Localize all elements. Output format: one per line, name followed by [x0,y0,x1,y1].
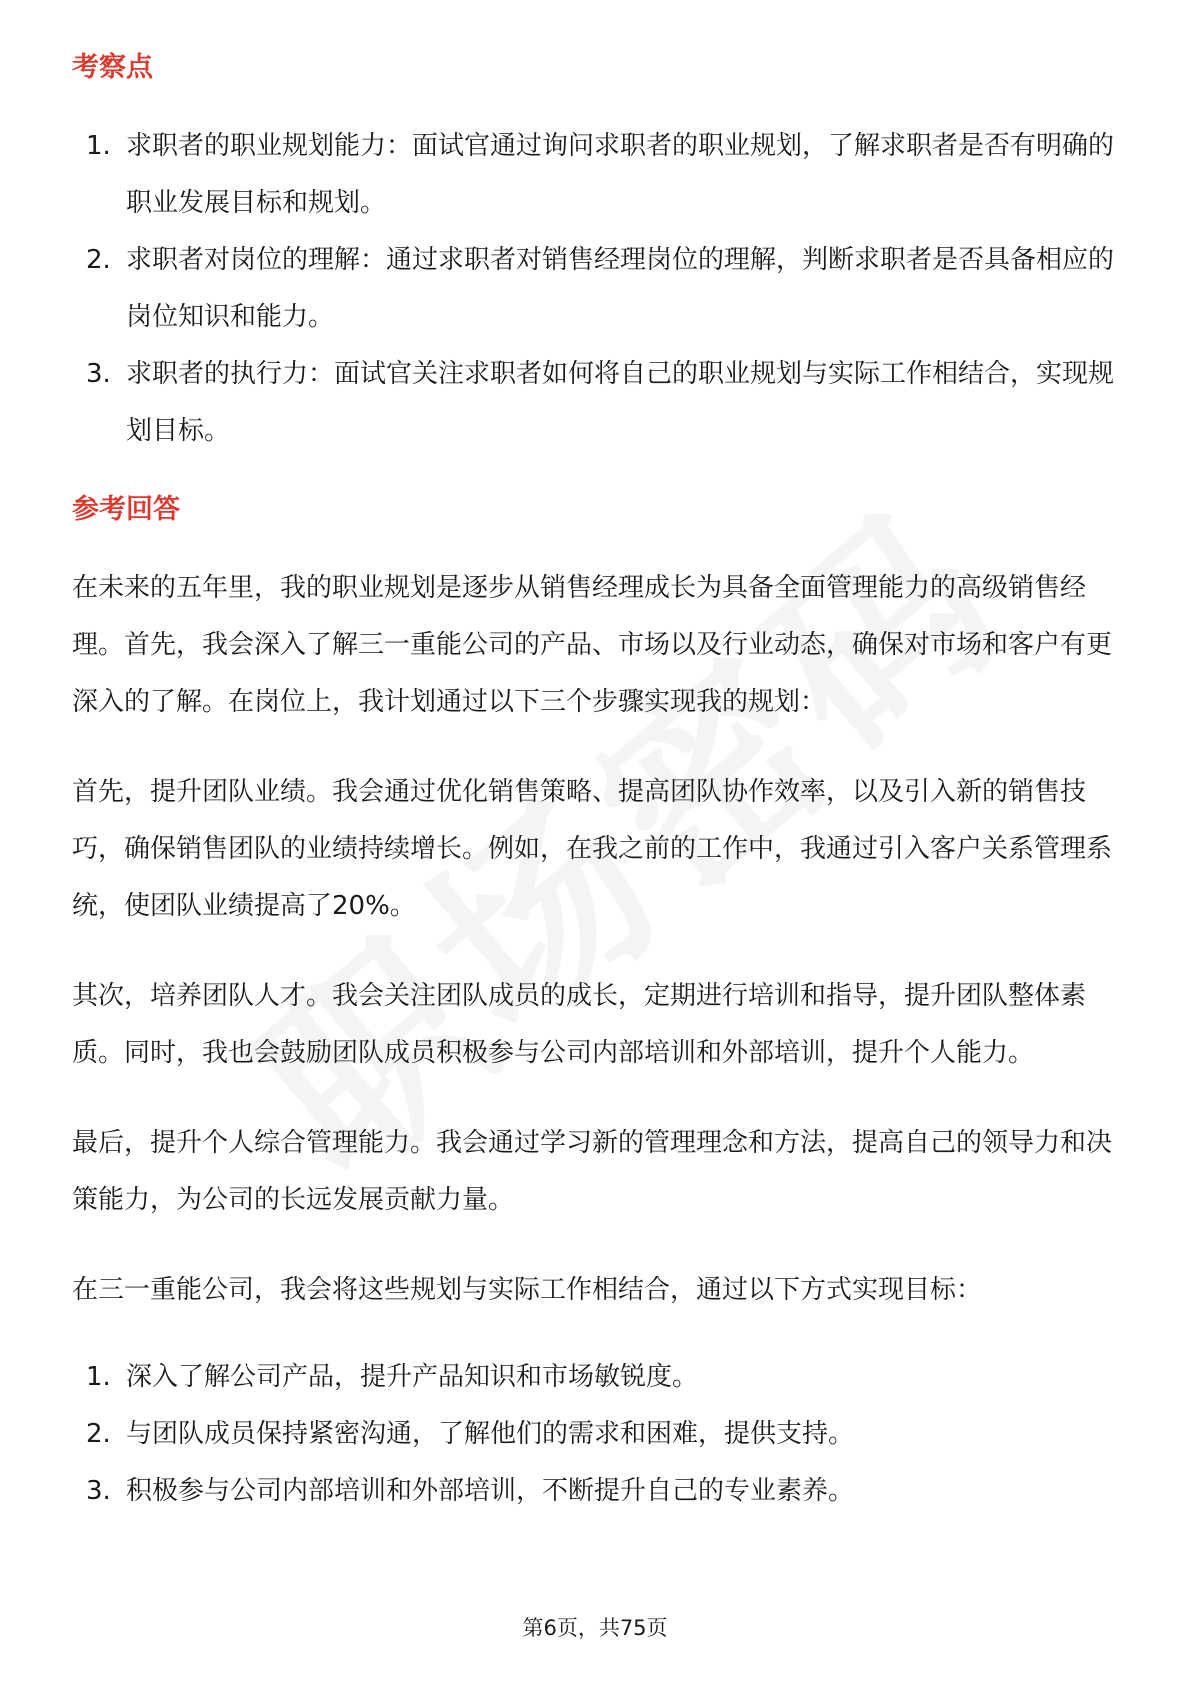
section-heading-reference-answer: 参考回答 [72,494,180,525]
list-item-text: 求职者的执行力：面试官关注求职者如何将自己的职业规划与实际工作相结合，实现规划目标。 [126,359,1115,446]
implementation-list [72,1349,1122,1520]
list-item-text: 深入了解公司产品，提升产品知识和市场敏锐度。 [126,1362,699,1392]
list-item [72,1463,1122,1520]
list-item [72,1406,1122,1463]
answer-paragraph: 其次，培养团队人才。我会关注团队成员的成长，定期进行培训和指导，提升团队整体素质。同时，我也会鼓励团队成员积极参与公司内部培训和外部培训，提升个人能力。 [72,981,1087,1068]
answer-paragraph: 在未来的五年里，我的职业规划是逐步从销售经理成长为具备全面管理能力的高级销售经理。首先，我会深入了解三一重能公司的产品、市场以及行业动态，确保对市场和客户有更深入的了解。在岗位上，我计划通过以下三个步骤实现我的规划： [72,573,1113,717]
list-item-text: 与团队成员保持紧密沟通，了解他们的需求和困难，提供支持。 [126,1419,855,1449]
answer-paragraph: 在三一重能公司，我会将这些规划与实际工作相结合，通过以下方式实现目标： [72,1275,983,1305]
list-item-text: 求职者的职业规划能力：面试官通过询问求职者的职业规划，了解求职者是否有明确的职业发展目标和规划。 [126,131,1115,218]
list-item [72,118,1122,232]
list-number: 1. [86,131,111,161]
key-points-list [72,118,1122,460]
list-number: 2. [86,1419,111,1449]
answer-paragraph: 最后，提升个人综合管理能力。我会通过学习新的管理理念和方法，提高自己的领导力和决策能力，为公司的长远发展贡献力量。 [72,1128,1113,1215]
list-number: 3. [86,359,111,389]
list-number: 1. [86,1362,111,1392]
page-content [72,48,1122,1520]
list-number: 3. [86,1476,111,1506]
list-item [72,1349,1122,1406]
list-item-text: 求职者对岗位的理解：通过求职者对销售经理岗位的理解，判断求职者是否具备相应的岗位知识和能力。 [126,245,1115,332]
page-footer: 第6页，共75页 [522,1616,668,1640]
section-heading-key-points: 考察点 [72,52,153,83]
list-number: 2. [86,245,111,275]
answer-paragraph: 首先，提升团队业绩。我会通过优化销售策略、提高团队协作效率，以及引入新的销售技巧，确保销售团队的业绩持续增长。例如，在我之前的工作中，我通过引入客户关系管理系统，使团队业绩提高了20%。 [72,777,1113,921]
list-item [72,232,1122,346]
list-item [72,346,1122,460]
list-item-text: 积极参与公司内部培训和外部培训，不断提升自己的专业素养。 [126,1476,855,1506]
